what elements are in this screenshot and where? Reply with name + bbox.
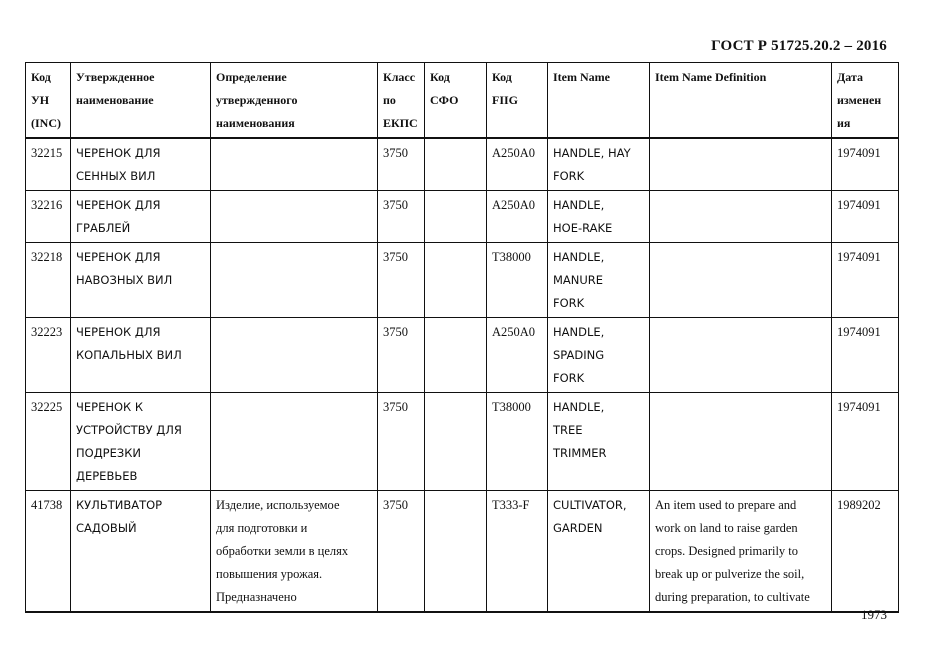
cell-approved-name: КУЛЬТИВАТОР САДОВЫЙ <box>71 491 211 613</box>
cell-item-name: HANDLE, HAY FORK <box>548 138 650 191</box>
column-header-sfo: Код СФО <box>425 63 487 139</box>
standard-designation: ГОСТ Р 51725.20.2 – 2016 <box>711 38 887 54</box>
cell-sfo <box>425 491 487 613</box>
cell-sfo <box>425 393 487 491</box>
cell-date: 1974091 <box>832 318 899 393</box>
cell-fiig: A250A0 <box>487 138 548 191</box>
cell-inc: 32215 <box>26 138 71 191</box>
cell-item-definition: An item used to prepare and work on land to raise garden crops. Designed primarily to break up or pulverize the soil, during preparation, to cultivate <box>650 491 832 613</box>
cell-sfo <box>425 191 487 243</box>
cell-item-name: HANDLE, MANURE FORK <box>548 243 650 318</box>
cell-date: 1974091 <box>832 138 899 191</box>
cell-definition <box>211 191 378 243</box>
column-header-fiig: Код FIIG <box>487 63 548 139</box>
cell-class: 3750 <box>378 491 425 613</box>
cell-approved-name: ЧЕРЕНОК ДЛЯ НАВОЗНЫХ ВИЛ <box>71 243 211 318</box>
cell-approved-name: ЧЕРЕНОК К УСТРОЙСТВУ ДЛЯ ПОДРЕЗКИ ДЕРЕВЬЕВ <box>71 393 211 491</box>
column-header-item-name: Item Name <box>548 63 650 139</box>
cell-approved-name: ЧЕРЕНОК ДЛЯ КОПАЛЬНЫХ ВИЛ <box>71 318 211 393</box>
column-header-date: Дата изменен ия <box>832 63 899 139</box>
cell-fiig: T38000 <box>487 243 548 318</box>
cell-item-name: HANDLE, TREE TRIMMER <box>548 393 650 491</box>
column-header-approved-name: Утвержденное наименование <box>71 63 211 139</box>
cell-fiig: T333-F <box>487 491 548 613</box>
table-row <box>26 491 899 613</box>
cell-sfo <box>425 138 487 191</box>
cell-class: 3750 <box>378 138 425 191</box>
cell-item-definition <box>650 243 832 318</box>
cell-approved-name: ЧЕРЕНОК ДЛЯ ГРАБЛЕЙ <box>71 191 211 243</box>
cell-item-definition <box>650 318 832 393</box>
cell-definition <box>211 318 378 393</box>
table-row <box>26 191 899 243</box>
cell-sfo <box>425 243 487 318</box>
cell-date: 1974091 <box>832 191 899 243</box>
table-row <box>26 393 899 491</box>
cell-fiig: T38000 <box>487 393 548 491</box>
cell-fiig: A250A0 <box>487 191 548 243</box>
cell-inc: 32225 <box>26 393 71 491</box>
page-number: 1973 <box>861 607 887 622</box>
cell-class: 3750 <box>378 243 425 318</box>
cell-definition <box>211 393 378 491</box>
cell-inc: 41738 <box>26 491 71 613</box>
cell-inc: 32218 <box>26 243 71 318</box>
cell-item-name: HANDLE, HOE-RAKE <box>548 191 650 243</box>
column-header-definition: Определение утвержденного наименования <box>211 63 378 139</box>
cell-item-definition <box>650 138 832 191</box>
table-row <box>26 243 899 318</box>
cell-fiig: A250A0 <box>487 318 548 393</box>
cell-item-definition <box>650 393 832 491</box>
cell-definition: Изделие, используемое для подготовки и обработки земли в целях повышения урожая. Предназначено <box>211 491 378 613</box>
cell-date: 1974091 <box>832 243 899 318</box>
table-header-row <box>26 63 899 139</box>
cell-approved-name: ЧЕРЕНОК ДЛЯ СЕННЫХ ВИЛ <box>71 138 211 191</box>
table-row <box>26 318 899 393</box>
cell-item-definition <box>650 191 832 243</box>
cell-class: 3750 <box>378 393 425 491</box>
column-header-inc: Код УН (INC) <box>26 63 71 139</box>
cell-inc: 32223 <box>26 318 71 393</box>
cell-date: 1974091 <box>832 393 899 491</box>
cell-class: 3750 <box>378 318 425 393</box>
cell-date: 1989202 <box>832 491 899 613</box>
cell-inc: 32216 <box>26 191 71 243</box>
cell-definition <box>211 138 378 191</box>
cell-item-name: CULTIVATOR, GARDEN <box>548 491 650 613</box>
cell-class: 3750 <box>378 191 425 243</box>
cell-sfo <box>425 318 487 393</box>
column-header-class: Класс по ЕКПС <box>378 63 425 139</box>
table-row <box>26 138 899 191</box>
item-names-table <box>25 62 899 613</box>
column-header-item-definition: Item Name Definition <box>650 63 832 139</box>
cell-definition <box>211 243 378 318</box>
cell-item-name: HANDLE, SPADING FORK <box>548 318 650 393</box>
